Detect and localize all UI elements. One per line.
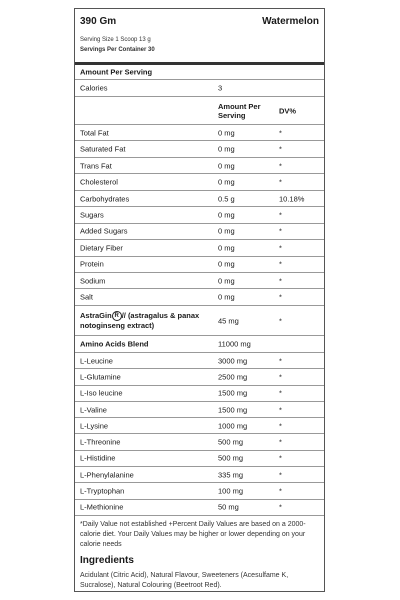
nutrient-dv: * — [279, 292, 282, 302]
nutrient-label: Total Fat — [80, 128, 109, 138]
amount-per-serving-label: Amount Per Serving — [80, 67, 153, 77]
amino-acid-label: L-Tryptophan — [80, 486, 125, 496]
amino-acid-amount: 1000 mg — [218, 421, 248, 431]
nutrient-dv: * — [279, 144, 282, 154]
nutrient-row — [75, 290, 324, 306]
nutrient-amount: 0 mg — [218, 210, 235, 220]
amino-acid-row — [75, 435, 324, 451]
amino-acid-row — [75, 386, 324, 402]
flavor-name: Watermelon — [262, 16, 319, 27]
nutrient-row — [75, 158, 324, 174]
ingredients-title: Ingredients — [80, 555, 134, 566]
amino-acid-label: L-Histidine — [80, 453, 116, 463]
amino-acid-amount: 3000 mg — [218, 356, 248, 366]
nutrient-amount: 0 mg — [218, 128, 235, 138]
amino-acid-dv: * — [279, 437, 282, 447]
amino-acids-blend-row — [75, 336, 324, 353]
amino-acid-dv: * — [279, 486, 282, 496]
nutrient-label: Salt — [80, 292, 93, 302]
nutrient-label: Sodium — [80, 276, 106, 286]
nutrient-amount: 0.5 g — [218, 194, 235, 204]
amino-acid-dv: * — [279, 388, 282, 398]
amino-acid-dv: * — [279, 502, 282, 512]
nutrient-label: Cholesterol — [80, 177, 118, 187]
amino-acid-label: L-Threonine — [80, 437, 121, 447]
ingredients-text: Acidulant (Citric Acid), Natural Flavour, Sweeteners (Acesulfame K, Sucralose), Natural Colouring (Beetroot Red). — [80, 572, 289, 589]
nutrient-dv: * — [279, 243, 282, 253]
nutrient-row — [75, 224, 324, 240]
amino-acid-amount: 50 mg — [218, 502, 239, 512]
nutrient-row — [75, 207, 324, 223]
nutrient-dv: * — [279, 276, 282, 286]
amino-acid-row — [75, 500, 324, 516]
nutrient-label: Carbohydrates — [80, 194, 130, 204]
amount-per-serving-row — [75, 65, 324, 80]
amino-acid-row — [75, 483, 324, 499]
amino-acid-amount: 100 mg — [218, 486, 244, 496]
nutrient-row — [75, 191, 324, 207]
amino-acid-dv: * — [279, 372, 282, 382]
astragin-row — [75, 306, 324, 336]
amino-acids-blend-label: Amino Acids Blend — [80, 339, 149, 349]
amino-acid-amount: 1500 mg — [218, 388, 248, 398]
amino-acid-dv: * — [279, 453, 282, 463]
nutrient-row — [75, 125, 324, 141]
amino-acid-dv: * — [279, 421, 282, 431]
nutrient-dv: * — [279, 210, 282, 220]
amino-acid-label: L-Phenylalanine — [80, 470, 134, 480]
astragin-dv: * — [279, 316, 282, 325]
nutrient-amount: 0 mg — [218, 177, 235, 187]
nutrient-dv: * — [279, 161, 282, 171]
footnote: *Daily Value not established +Percent Daily Values are based on a 2000-calorie diet. Your Daily Values may be higher or lower depending on your calorie needs — [80, 521, 306, 548]
net-weight: 390 Gm — [80, 16, 117, 27]
amino-acid-dv: * — [279, 405, 282, 415]
amino-acid-label: L-Lysine — [80, 421, 109, 431]
amino-acid-row — [75, 369, 324, 385]
nutrient-label: Saturated Fat — [80, 144, 126, 154]
amino-acid-dv: * — [279, 356, 282, 366]
column-header-row — [75, 97, 324, 125]
nutrient-dv: * — [279, 128, 282, 138]
nutrient-dv: * — [279, 177, 282, 187]
astragin-amount: 45 mg — [218, 316, 239, 325]
servings-per-container: Servings Per Container 30 — [80, 47, 155, 53]
nutrient-amount: 0 mg — [218, 276, 235, 286]
nutrient-label: Added Sugars — [80, 226, 128, 236]
amino-acid-amount: 500 mg — [218, 453, 244, 463]
nutrient-amount: 0 mg — [218, 292, 235, 302]
amino-acid-label: L-Glutamine — [80, 372, 121, 382]
amino-acid-label: L-Valine — [80, 405, 107, 415]
nutrient-row — [75, 273, 324, 289]
amino-acid-row — [75, 451, 324, 467]
label-header — [80, 13, 319, 61]
nutrition-facts-panel — [74, 8, 325, 592]
nutrient-amount: 0 mg — [218, 144, 235, 154]
nutrient-row — [75, 174, 324, 190]
nutrient-row — [75, 257, 324, 273]
serving-size: Serving Size 1 Scoop 13 g — [80, 37, 151, 43]
calories-value: 3 — [218, 83, 223, 93]
nutrient-label: Trans Fat — [80, 161, 112, 171]
nutrient-label: Protein — [80, 259, 104, 269]
amino-acid-row — [75, 353, 324, 369]
amino-acid-row — [75, 418, 324, 434]
nutrient-dv: * — [279, 259, 282, 269]
registered-mark-icon: R — [112, 311, 122, 321]
nutrient-amount: 0 mg — [218, 259, 235, 269]
dv-column-header: DV% — [279, 106, 297, 115]
amino-acid-amount: 2500 mg — [218, 372, 248, 382]
nutrient-dv: * — [279, 226, 282, 236]
amino-acid-amount: 500 mg — [218, 437, 244, 447]
nutrient-amount: 0 mg — [218, 243, 235, 253]
amino-acids-blend-amount: 11000 mg — [218, 339, 251, 349]
amino-acid-amount: 335 mg — [218, 470, 244, 480]
amino-acid-label: L-Iso leucine — [80, 388, 123, 398]
amount-per-serving-column-header: Amount Per Serving — [218, 101, 261, 120]
nutrient-row — [75, 141, 324, 157]
amino-acid-label: L-Leucine — [80, 356, 113, 366]
amino-acid-row — [75, 402, 324, 418]
calories-label: Calories — [80, 83, 108, 93]
calories-row — [75, 80, 324, 97]
nutrient-label: Dietary Fiber — [80, 243, 123, 253]
amino-acid-amount: 1500 mg — [218, 405, 248, 415]
amino-acid-label: L-Methionine — [80, 502, 124, 512]
nutrient-dv: 10.18% — [279, 194, 305, 204]
nutrient-label: Sugars — [80, 210, 104, 220]
amino-acid-dv: * — [279, 470, 282, 480]
nutrient-amount: 0 mg — [218, 226, 235, 236]
amino-acid-row — [75, 467, 324, 483]
nutrient-amount: 0 mg — [218, 161, 235, 171]
astragin-label: AstraGin R // (astragalus & panax notoginseng extract) — [80, 310, 200, 330]
nutrient-row — [75, 240, 324, 256]
